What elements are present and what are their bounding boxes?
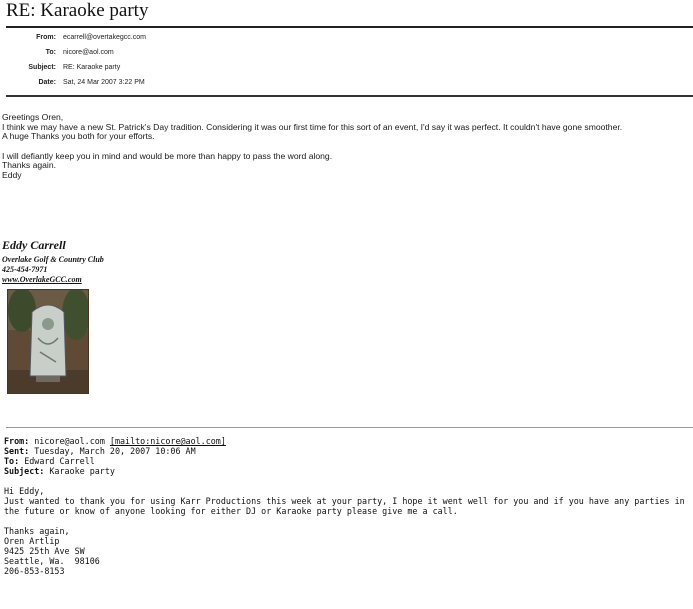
quoted-closing: Thanks again, (4, 526, 70, 536)
quoted-phone: 206-853-8153 (4, 566, 65, 576)
title-divider (6, 26, 693, 28)
email-header (6, 34, 693, 94)
spacer (4, 476, 692, 486)
header-subject-row (6, 64, 693, 79)
email-title: RE: Karaoke party (6, 0, 149, 21)
header-divider (6, 95, 693, 97)
message-body (2, 113, 692, 181)
quoted-subject-row (4, 466, 692, 476)
quote-divider (6, 427, 693, 428)
quoted-body: Just wanted to thank you for using Karr Productions this week at your party, I hope it went well for you and if you have any parties in the future or know of anyone looking for either DJ or Karaoke party please give me a call. (4, 496, 690, 516)
spacer (4, 516, 692, 526)
signature-phone: 425-454-7971 (2, 265, 48, 274)
quoted-sent-value: Tuesday, March 20, 2007 10:06 AM (34, 446, 196, 456)
sender-first-name: Eddy (2, 169, 22, 180)
date-label: Date: (38, 79, 56, 86)
from-label: From: (36, 34, 56, 41)
quoted-address-line1: 9425 25th Ave SW (4, 546, 85, 556)
body-line: I think we may have a new St. Patrick's Day tradition. Considering it was our first time for this sort of an event, I'd say it was perfect. It couldn't have gone smoother. (2, 121, 623, 132)
quoted-to-label: To: (4, 456, 20, 466)
subject-label: Subject: (28, 64, 56, 71)
quoted-from-value: nicore@aol.com (34, 436, 105, 446)
club-sign-image (8, 290, 88, 393)
subject-value: RE: Karaoke party (63, 64, 121, 71)
mailto-link[interactable]: [mailto:nicore@aol.com] (109, 436, 226, 446)
date-value: Sat, 24 Mar 2007 3:22 PM (63, 79, 145, 86)
signature-block (2, 238, 104, 285)
signature-name: Eddy Carrell (2, 238, 66, 252)
quoted-sender-name: Oren Artlip (4, 536, 60, 546)
quoted-greeting: Hi Eddy, (4, 486, 45, 496)
quoted-sent-label: Sent: (4, 446, 30, 456)
quoted-address-line2: Seattle, Wa. 98106 (4, 556, 100, 566)
to-value: nicore@aol.com (63, 49, 114, 56)
club-sign-photo (7, 289, 89, 394)
quoted-from-label: From: (4, 436, 30, 446)
quoted-message (4, 436, 692, 576)
header-to-row (6, 49, 693, 64)
quoted-to-value: Edward Carrell (24, 456, 95, 466)
to-label: To: (45, 49, 56, 56)
quoted-sent-row (4, 446, 692, 456)
body-line: Thanks again. (2, 160, 56, 171)
quoted-from-row (4, 436, 692, 446)
greeting: Greetings Oren, (2, 112, 64, 122)
header-from-row (6, 34, 693, 49)
quoted-subject-value: Karaoke party (49, 466, 115, 476)
signature-org: Overlake Golf & Country Club (2, 255, 104, 264)
quoted-to-row (4, 456, 692, 466)
quoted-subject-label: Subject: (4, 466, 45, 476)
body-line: I will defiantly keep you in mind and would be more than happy to pass the word along. (2, 150, 333, 161)
signature-website-link[interactable]: www.OverlakeGCC.com (2, 275, 82, 284)
body-line: A huge Thanks you both for your efforts. (2, 131, 155, 142)
header-date-row (6, 79, 693, 94)
from-value: ecarrell@overtakegcc.com (63, 34, 146, 41)
